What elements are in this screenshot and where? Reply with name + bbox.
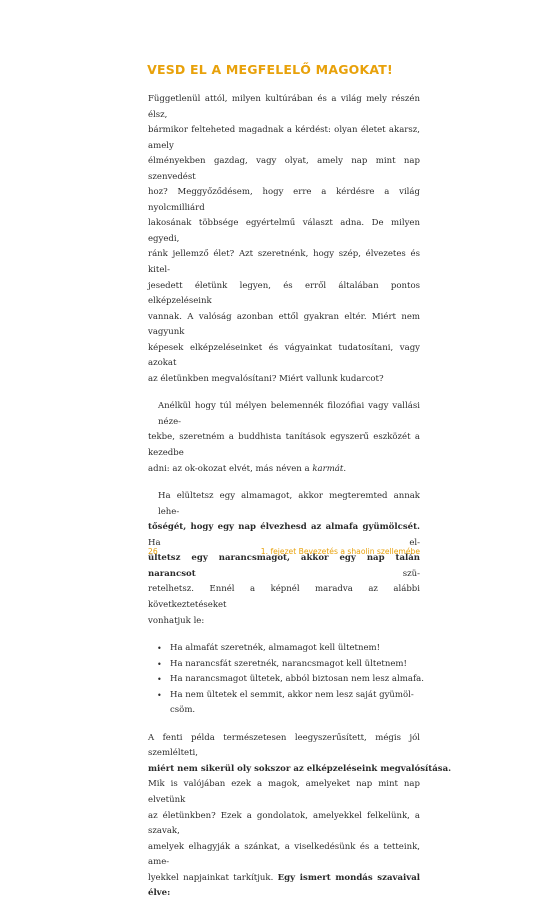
list-item <box>148 688 420 719</box>
text-line: Anélkül hogy túl mélyen belemennék filozófiai vagy vallási néze- <box>158 401 420 427</box>
text-line: vannak. A valóság azonban ettől gyakran eltér. Miért nem vagyunk <box>148 311 420 338</box>
text-line: Ha nem ültetek el semmit, akkor nem lesz saját gyümöl- <box>170 689 414 700</box>
text-line: A fenti példa természetesen leegyszerűsített, mégis jól szemlélteti, <box>148 732 420 759</box>
text-line: élményekben gazdag, vagy olyat, amely nap mint nap szenvedést <box>148 156 420 182</box>
text-line: lakosának többsége egyértelmű választ adna. De milyen egyedi, <box>148 218 420 244</box>
text-run: szü- <box>195 568 420 579</box>
page-title: VESD EL A MEGFELELŐ MAGOKAT! <box>147 62 393 77</box>
text-line: az életünkben? Ezek a gondolatok, amelyekkel felkelünk, a szavak, <box>148 810 420 837</box>
text-line: vonhatjuk le: <box>148 615 205 626</box>
bold-run: tőségét, hogy egy nap élvezhesd az almafa gyümölcsét. <box>148 522 420 533</box>
bullet-icon: • <box>157 644 162 654</box>
bullet-icon: • <box>157 690 162 700</box>
text-run: . <box>343 463 347 474</box>
text-line <box>148 462 420 478</box>
paragraph-3 <box>148 489 420 629</box>
bullet-icon: • <box>157 675 162 685</box>
text-line: Ha narancsmagot ültetek, abból biztosan nem lesz almafa. <box>170 674 424 685</box>
text-line: ránk jellemző élet? Azt szeretnénk, hogy szép, élvezetes és kitel- <box>148 249 420 276</box>
text-line: hoz? Meggyőződésem, hogy erre a kérdésre a világ nyolcmilliárd <box>148 187 420 213</box>
text-line: Függetlenül attól, milyen kultúrában és a világ mely részén élsz, <box>148 94 420 120</box>
text-line: az életünkben megvalósítani? Miért vallunk kudarcot? <box>148 373 384 384</box>
text-run: lyekkel napjainkat tarkítjuk. <box>148 872 278 883</box>
text-run: Ha el- <box>148 537 420 548</box>
bullet-icon: • <box>157 659 162 669</box>
text-line: bármikor felteheted magadnak a kérdést: olyan életet akarsz, amely <box>148 125 420 151</box>
running-chapter-title: 1. fejezet Bevezetés a shaolin szellemébe <box>260 547 420 556</box>
text-line: Ha almafát szeretnék, almamagot kell ültetnem! <box>170 643 381 654</box>
bold-run: miért nem sikerül oly sokszor az elképzeléseink megvalósítása. <box>148 763 452 774</box>
text-run: adni: az ok-okozat elvét, más néven a <box>148 463 313 474</box>
text-line: Mik is valójában ezek a magok, amelyeket nap mint nap elvetünk <box>148 779 420 805</box>
text-line: amelyek elhagyják a szánkat, a viselkedésünk és a tetteink, ame- <box>148 841 420 868</box>
paragraph-4 <box>148 731 452 902</box>
bold-run: ültetsz egy narancsmagot, akkor egy nap talán narancsot <box>148 553 420 579</box>
body-text <box>148 92 452 914</box>
text-line: csöm. <box>170 705 196 716</box>
text-line <box>148 762 452 778</box>
text-line: jesedett életünk legyen, és erről általában pontos elképzeléseink <box>148 280 420 307</box>
emphasis-karma: karmát <box>312 463 344 474</box>
bold-run: Egy ismert mondás szavaival élve: <box>148 872 420 899</box>
text-line: tekbe, szeretném a buddhista tanítások egyszerű eszközét a kezedbe <box>148 432 420 459</box>
text-line: képesek elképzeléseinket és vágyainkat tudatosítani, vagy azokat <box>148 342 420 369</box>
paragraph-2 <box>148 399 420 477</box>
list-item <box>148 641 420 657</box>
text-line: Ha elültetsz egy almamagot, akkor megteremted annak lehe- <box>158 491 420 517</box>
text-line: retelhetsz. Ennél a képnél maradva az alábbi következtetéseket <box>148 584 420 610</box>
list-item <box>148 657 420 673</box>
text-line <box>148 871 420 902</box>
paragraph-1 <box>148 92 420 387</box>
list-item <box>148 672 424 688</box>
text-line: Ha narancsfát szeretnék, narancsmagot kell ültetnem! <box>170 658 407 669</box>
page-number: 26 <box>148 547 158 556</box>
bullet-list <box>148 641 424 719</box>
